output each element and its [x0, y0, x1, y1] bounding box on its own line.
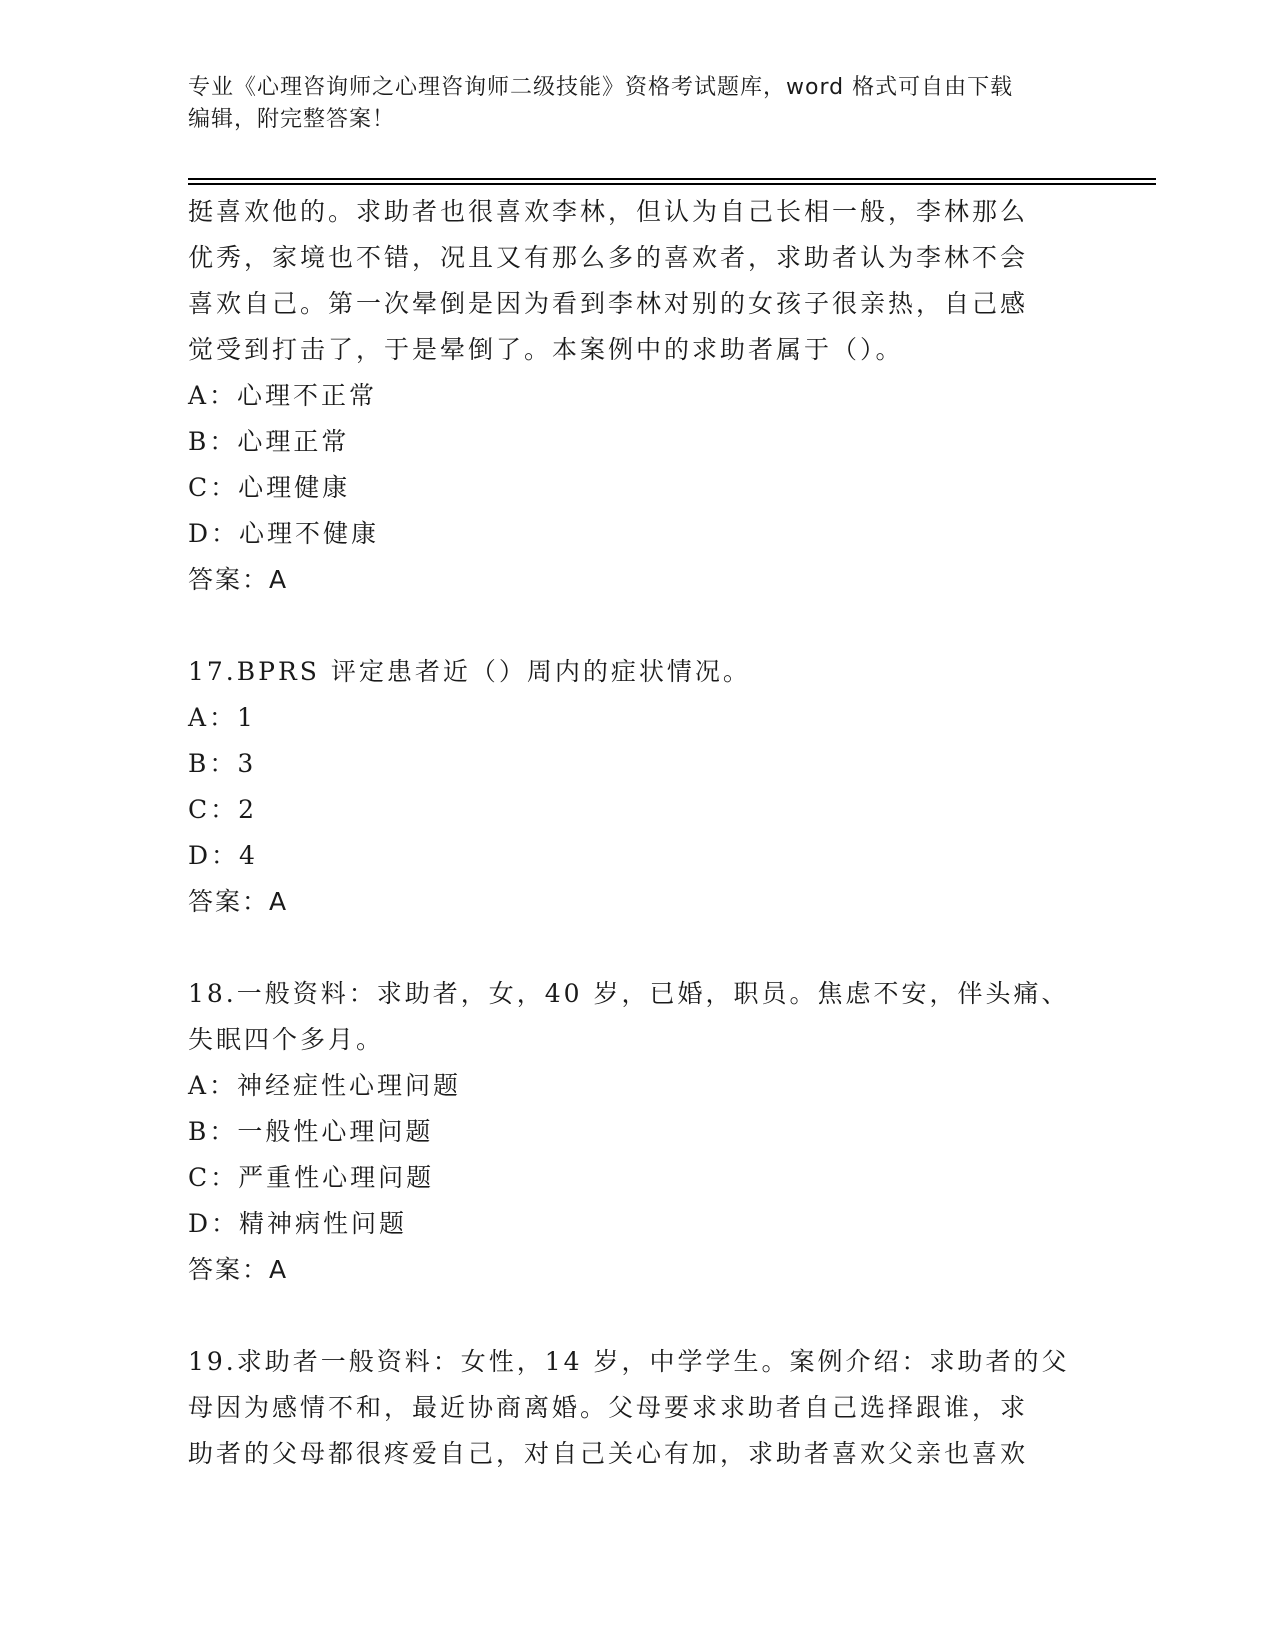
question-17: [188, 649, 1088, 925]
answer: 答案：A: [188, 1255, 289, 1284]
header-line-1: 专业《心理咨询师之心理咨询师二级技能》资格考试题库，word 格式可自由下载: [188, 75, 1014, 100]
header-rule-bottom: [188, 183, 1156, 185]
spacer: [188, 1293, 1088, 1339]
question-stem-line: 挺喜欢他的。求助者也很喜欢李林，但认为自己长相一般，李林那么: [188, 197, 1029, 226]
question-18: [188, 971, 1088, 1293]
option-b: B：心理正常: [188, 427, 350, 456]
option-a: A：心理不正常: [188, 381, 378, 410]
question-19: [188, 1339, 1088, 1477]
option-b: B：一般性心理问题: [188, 1117, 434, 1146]
option-b: B：3: [188, 749, 257, 778]
option-c: C：心理健康: [188, 473, 351, 502]
answer: 答案：A: [188, 565, 289, 594]
header-line-2: 编辑，附完整答案！: [188, 107, 396, 132]
question-stem-line: 喜欢自己。第一次晕倒是因为看到李林对别的女孩子很亲热，自己感: [188, 289, 1029, 318]
option-d: D：精神病性问题: [188, 1209, 408, 1238]
option-c: C：2: [188, 795, 258, 824]
question-stem-line: 17.BPRS 评定患者近（）周内的症状情况。: [188, 657, 751, 686]
question-stem-line: 18.一般资料：求助者，女，40 岁，已婚，职员。焦虑不安，伴头痛、: [188, 979, 1070, 1008]
option-a: A：1: [188, 703, 256, 732]
header-rule-top: [188, 178, 1156, 180]
question-stem-line: 失眠四个多月。: [188, 1025, 385, 1054]
question-stem-line: 19.求助者一般资料：女性，14 岁，中学学生。案例介绍：求助者的父: [188, 1347, 1070, 1376]
option-c: C：严重性心理问题: [188, 1163, 435, 1192]
question-16: [188, 189, 1088, 603]
option-d: D：4: [188, 841, 258, 870]
spacer: [188, 925, 1088, 971]
document-body: [188, 189, 1088, 1477]
spacer: [188, 603, 1088, 649]
answer: 答案：A: [188, 887, 289, 916]
question-stem-line: 助者的父母都很疼爱自己，对自己关心有加，求助者喜欢父亲也喜欢: [188, 1439, 1029, 1468]
question-stem-line: 觉受到打击了，于是晕倒了。本案例中的求助者属于（）。: [188, 335, 904, 364]
document-header: [188, 72, 1088, 136]
option-a: A：神经症性心理问题: [188, 1071, 462, 1100]
question-stem-line: 优秀，家境也不错，况且又有那么多的喜欢者，求助者认为李林不会: [188, 243, 1029, 272]
question-stem-line: 母因为感情不和，最近协商离婚。父母要求求助者自己选择跟谁，求: [188, 1393, 1029, 1422]
option-d: D：心理不健康: [188, 519, 380, 548]
